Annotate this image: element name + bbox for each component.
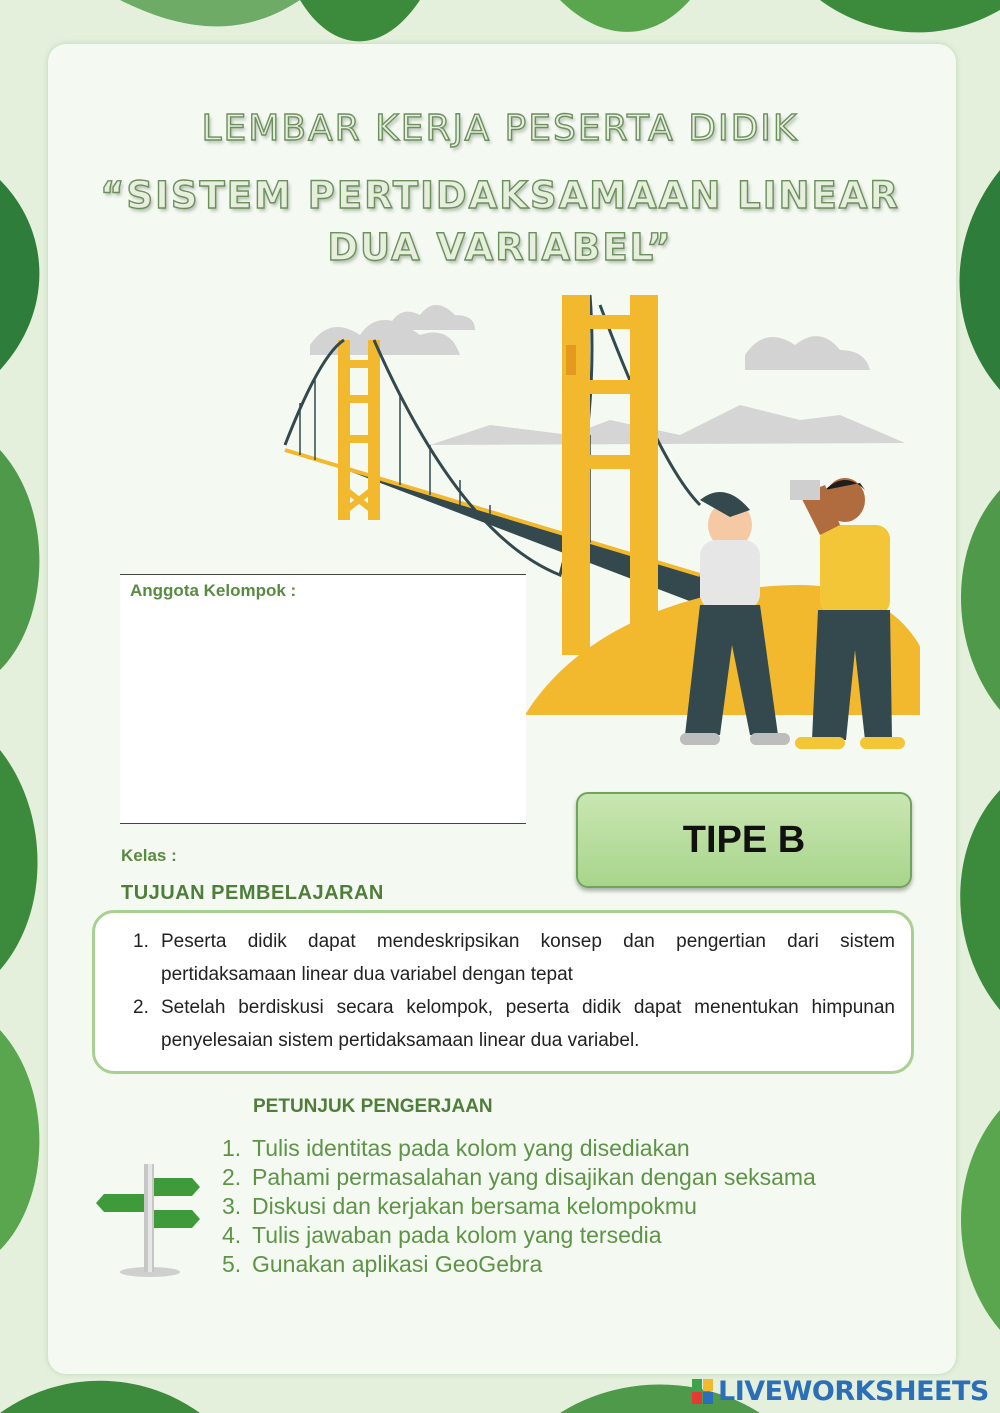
instruction-item [222,1221,816,1250]
objective-number: 1. [133,931,149,952]
group-members-box[interactable] [120,574,526,824]
worksheet-type-badge: TIPE B [576,792,912,888]
signpost-icon [92,1160,202,1280]
instruction-number: 1. [222,1135,242,1161]
objective-item [133,925,895,991]
objectives-box [92,910,914,1074]
objectives-heading: TUJUAN PEMBELAJARAN [121,882,384,904]
instruction-text: Tulis jawaban pada kolom yang tersedia [252,1222,662,1248]
instruction-text: Pahami permasalahan yang disajikan dengan seksama [252,1164,816,1190]
objectives-list [133,925,895,1057]
instruction-text: Diskusi dan kerjakan bersama kelompokmu [252,1193,697,1219]
instruction-text: Tulis identitas pada kolom yang disediakan [252,1135,690,1161]
instruction-item [222,1134,816,1163]
title-line-3: DUA VARIABEL” [327,226,673,269]
objective-item [133,991,895,1057]
objective-number: 2. [133,997,149,1018]
liveworksheets-logo-icon [692,1379,714,1405]
instruction-number: 2. [222,1164,242,1190]
title-line-2: “SISTEM PERTIDAKSAMAAN LINEAR [100,174,900,217]
instruction-number: 3. [222,1193,242,1219]
instructions-heading: PETUNJUK PENGERJAAN [253,1096,493,1117]
objective-text: Peserta didik dapat mendeskripsikan konsep dan pengertian dari sistem pertidaksamaan linear dua variabel dengan tepat [161,931,895,985]
title-line-1: LEMBAR KERJA PESERTA DIDIK [201,108,799,149]
title-line-2-3 [0,170,1000,274]
instruction-text: Gunakan aplikasi GeoGebra [252,1251,543,1277]
class-label: Kelas : [121,846,177,865]
objective-text: Setelah berdiskusi secara kelompok, peserta didik dapat menentukan himpunan penyelesaian sistem pertidaksamaan linear dua variabel. [161,997,895,1051]
instruction-number: 4. [222,1222,242,1248]
liveworksheets-brand[interactable] [692,1376,989,1407]
instruction-number: 5. [222,1251,242,1277]
brand-name: LIVEWORKSHEETS [718,1376,989,1407]
instruction-item [222,1163,816,1192]
instruction-item [222,1250,816,1279]
instruction-item [222,1192,816,1221]
instructions-list [222,1134,816,1279]
group-members-label: Anggota Kelompok : [130,581,297,600]
